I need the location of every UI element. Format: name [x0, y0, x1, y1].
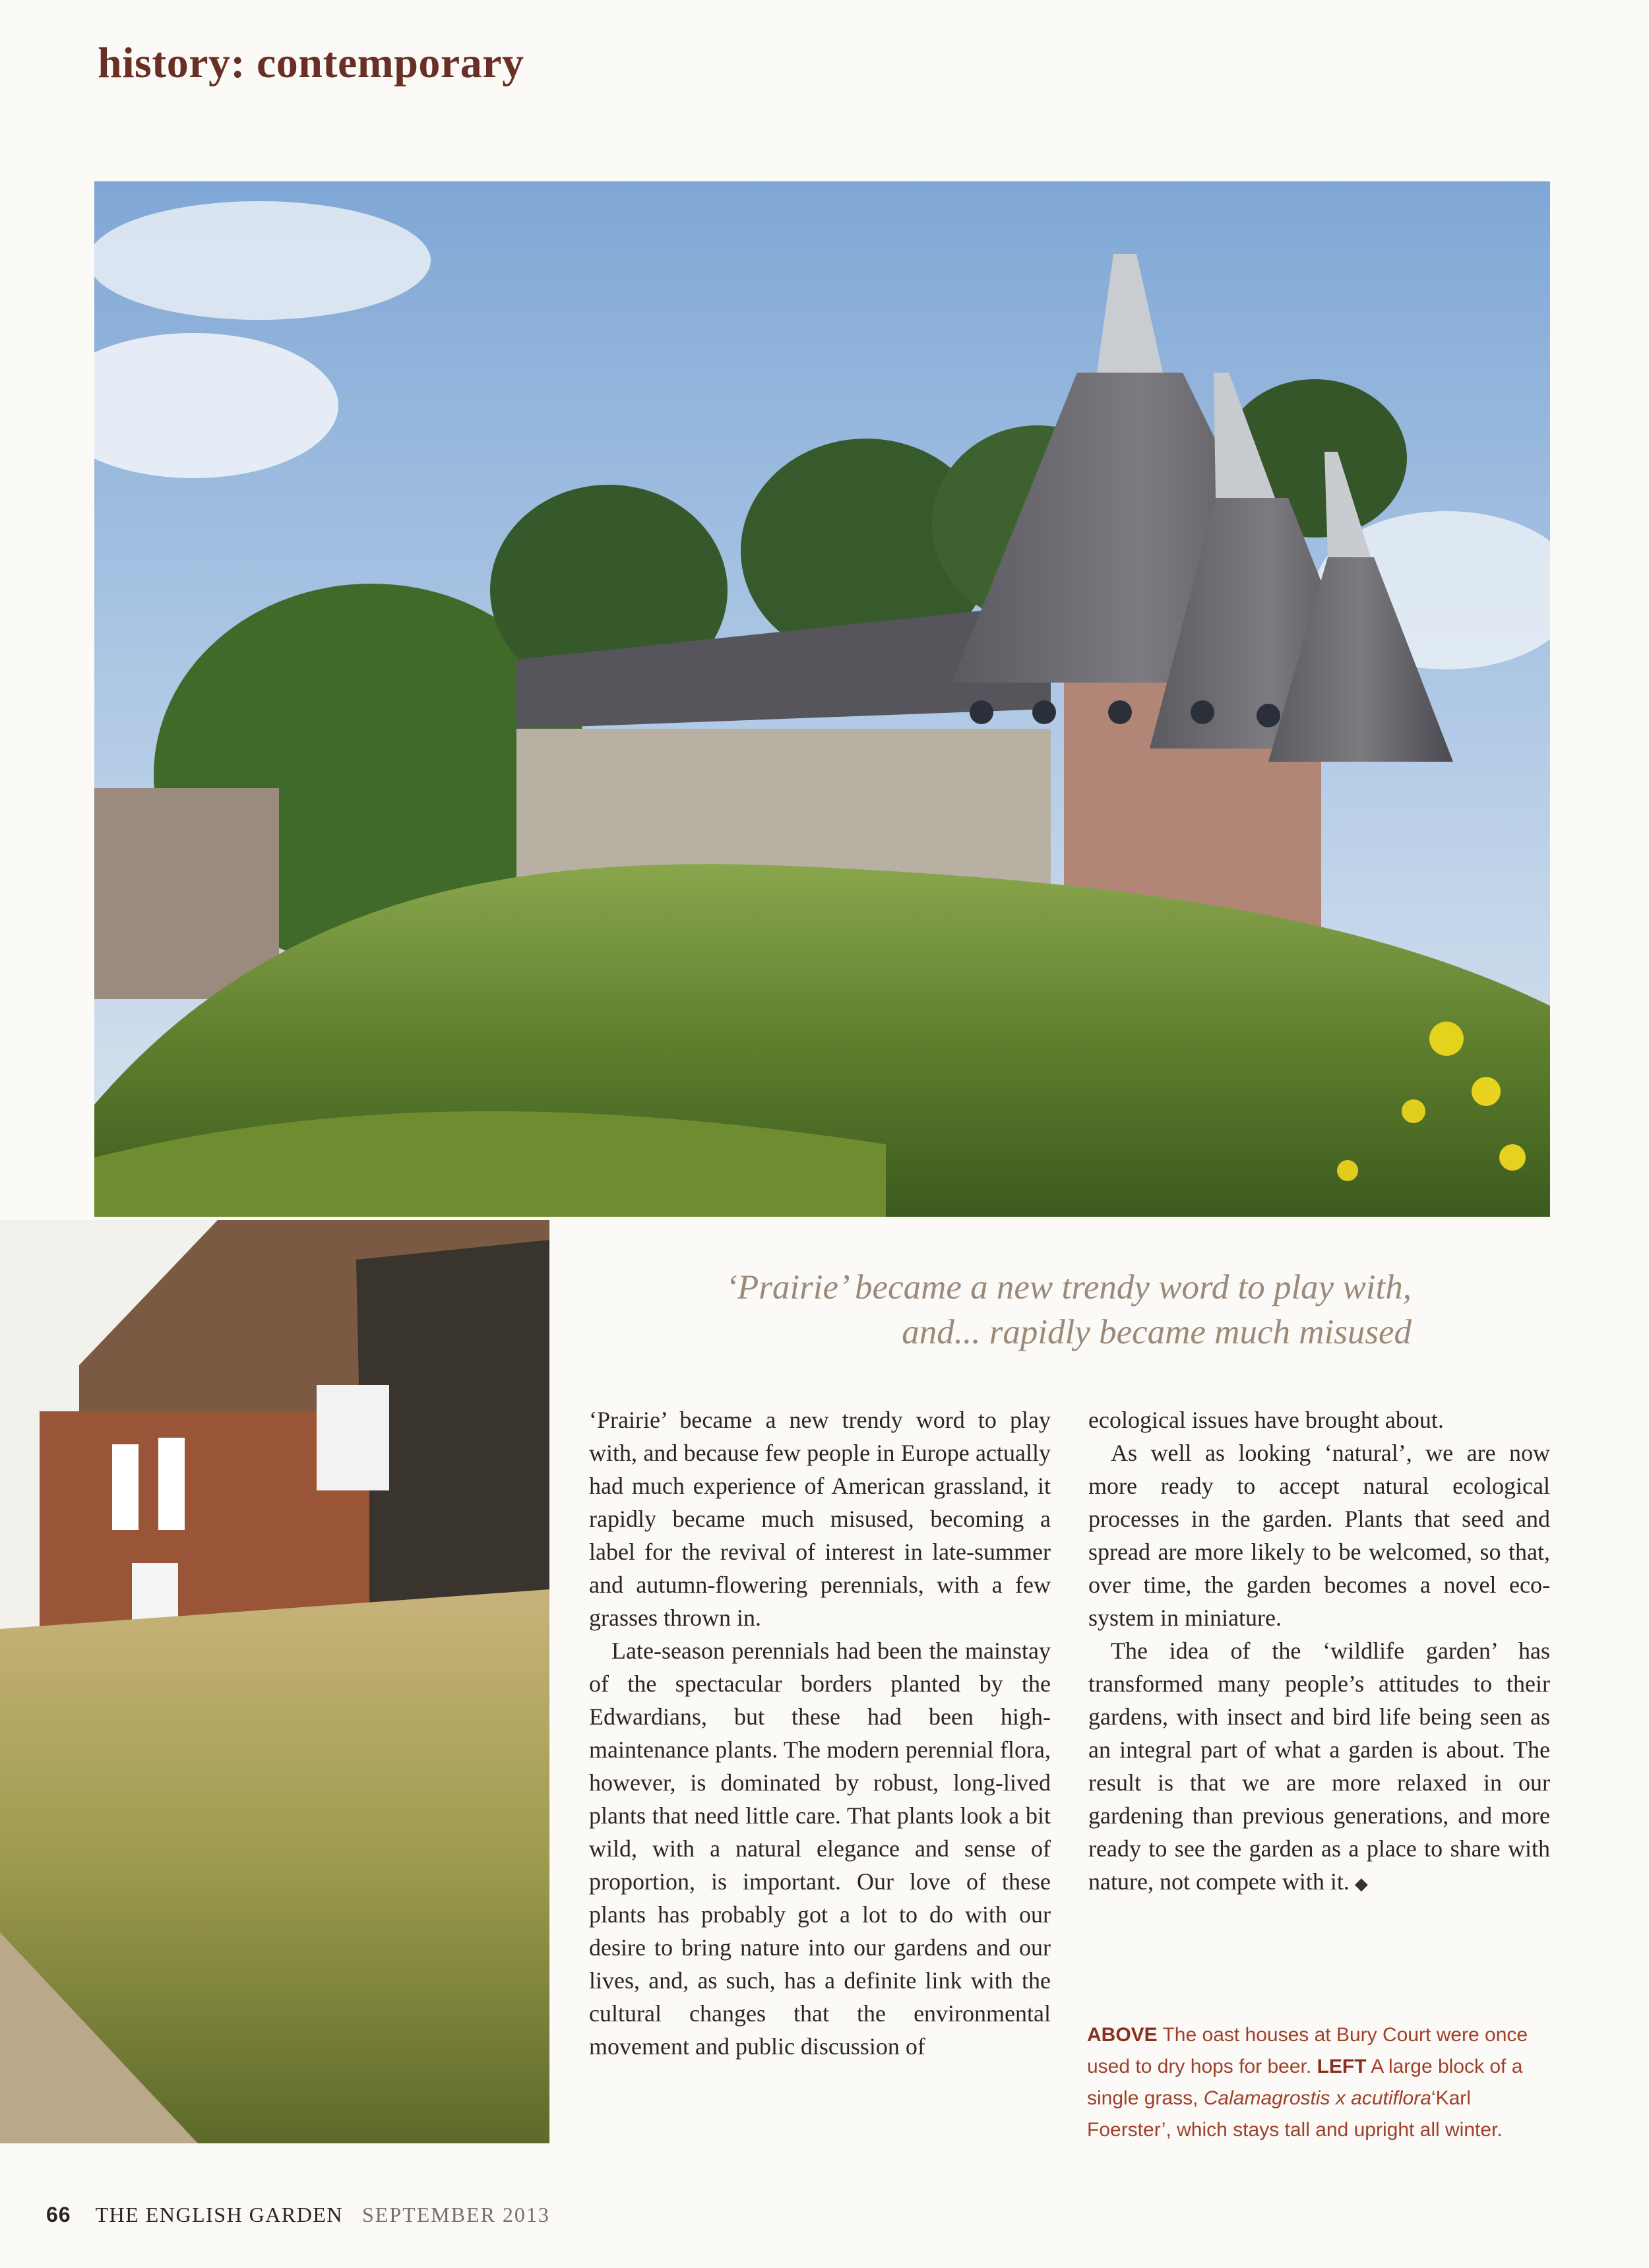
issue-date: SEPTEMBER 2013 [362, 2203, 550, 2226]
caption-left-label: LEFT [1317, 2056, 1367, 2077]
pull-quote [633, 1265, 1412, 1355]
paragraph: Late-season perennials had been the mainstay of the spectacular borders planted by the Edwardians, but these had been high-maintenance plants. The modern perennial flora, however, is dominated by robust, long-lived plants that need little care. That plants look a bit wild, with a natural elegance and sense of proportion, is important. Our love of these plants has probably got a lot to do with our desire to bring nature into our gardens and our lives, and, as such, has a definite link with the cultural changes that the environmental movement and public discussion of [589, 1638, 1051, 2060]
paragraph: ecological issues have brought about. [1088, 1407, 1444, 1433]
caption-above-label: ABOVE [1087, 2024, 1158, 2046]
paragraph-last [1088, 1634, 1550, 1901]
caption-left-text-1: A large block of a single grass, [1087, 2056, 1523, 2109]
grass-block-photo [0, 1220, 549, 2143]
end-mark-icon: ◆ [1354, 1874, 1368, 1893]
caption-left-text-2: ‘Karl Foerster’, which stays tall and upright all winter. [1087, 2087, 1503, 2141]
oast-houses-photo [94, 181, 1550, 1217]
page-number: 66 [46, 2203, 71, 2226]
paragraph: As well as looking ‘natural’, we are now more ready to accept natural ecological processes in the garden. Plants that seed and spread are more likely to be welcomed, so that, over time, the garden becomes a novel eco-system in miniature. [1088, 1440, 1550, 1631]
page-footer [46, 2203, 550, 2227]
section-title: history: contemporary [98, 39, 524, 87]
pull-quote-line-2: and... rapidly became much misused [902, 1313, 1412, 1351]
paragraph: ‘Prairie’ became a new trendy word to play with, and because few people in Europe actually had much experience of American grassland, it rapidly became much misused, becoming a label for the revival of interest in late-summer and autumn-flowering perennials, with a few grasses thrown in. [589, 1407, 1051, 1631]
article-column-2 [1088, 1403, 1550, 1901]
photo-caption [1087, 2019, 1552, 2146]
caption-above-text: The oast houses at Bury Court were once used to dry hops for beer. [1087, 2024, 1528, 2077]
article-column-1 [589, 1403, 1051, 2063]
paragraph-text: The idea of the ‘wildlife garden’ has transformed many people’s attitudes to their gardens, with insect and bird life being seen as an integral part of what a garden is about. The result is that we are more relaxed in our gardening than previous generations, and more ready to see the garden as a place to share with nature, not compete with it. [1088, 1638, 1550, 1895]
caption-species: Calamagrostis x acutiflora [1203, 2087, 1431, 2109]
pull-quote-line-1: ‘Prairie’ became a new trendy word to play with, [726, 1268, 1412, 1306]
magazine-name: THE ENGLISH GARDEN [95, 2203, 343, 2226]
